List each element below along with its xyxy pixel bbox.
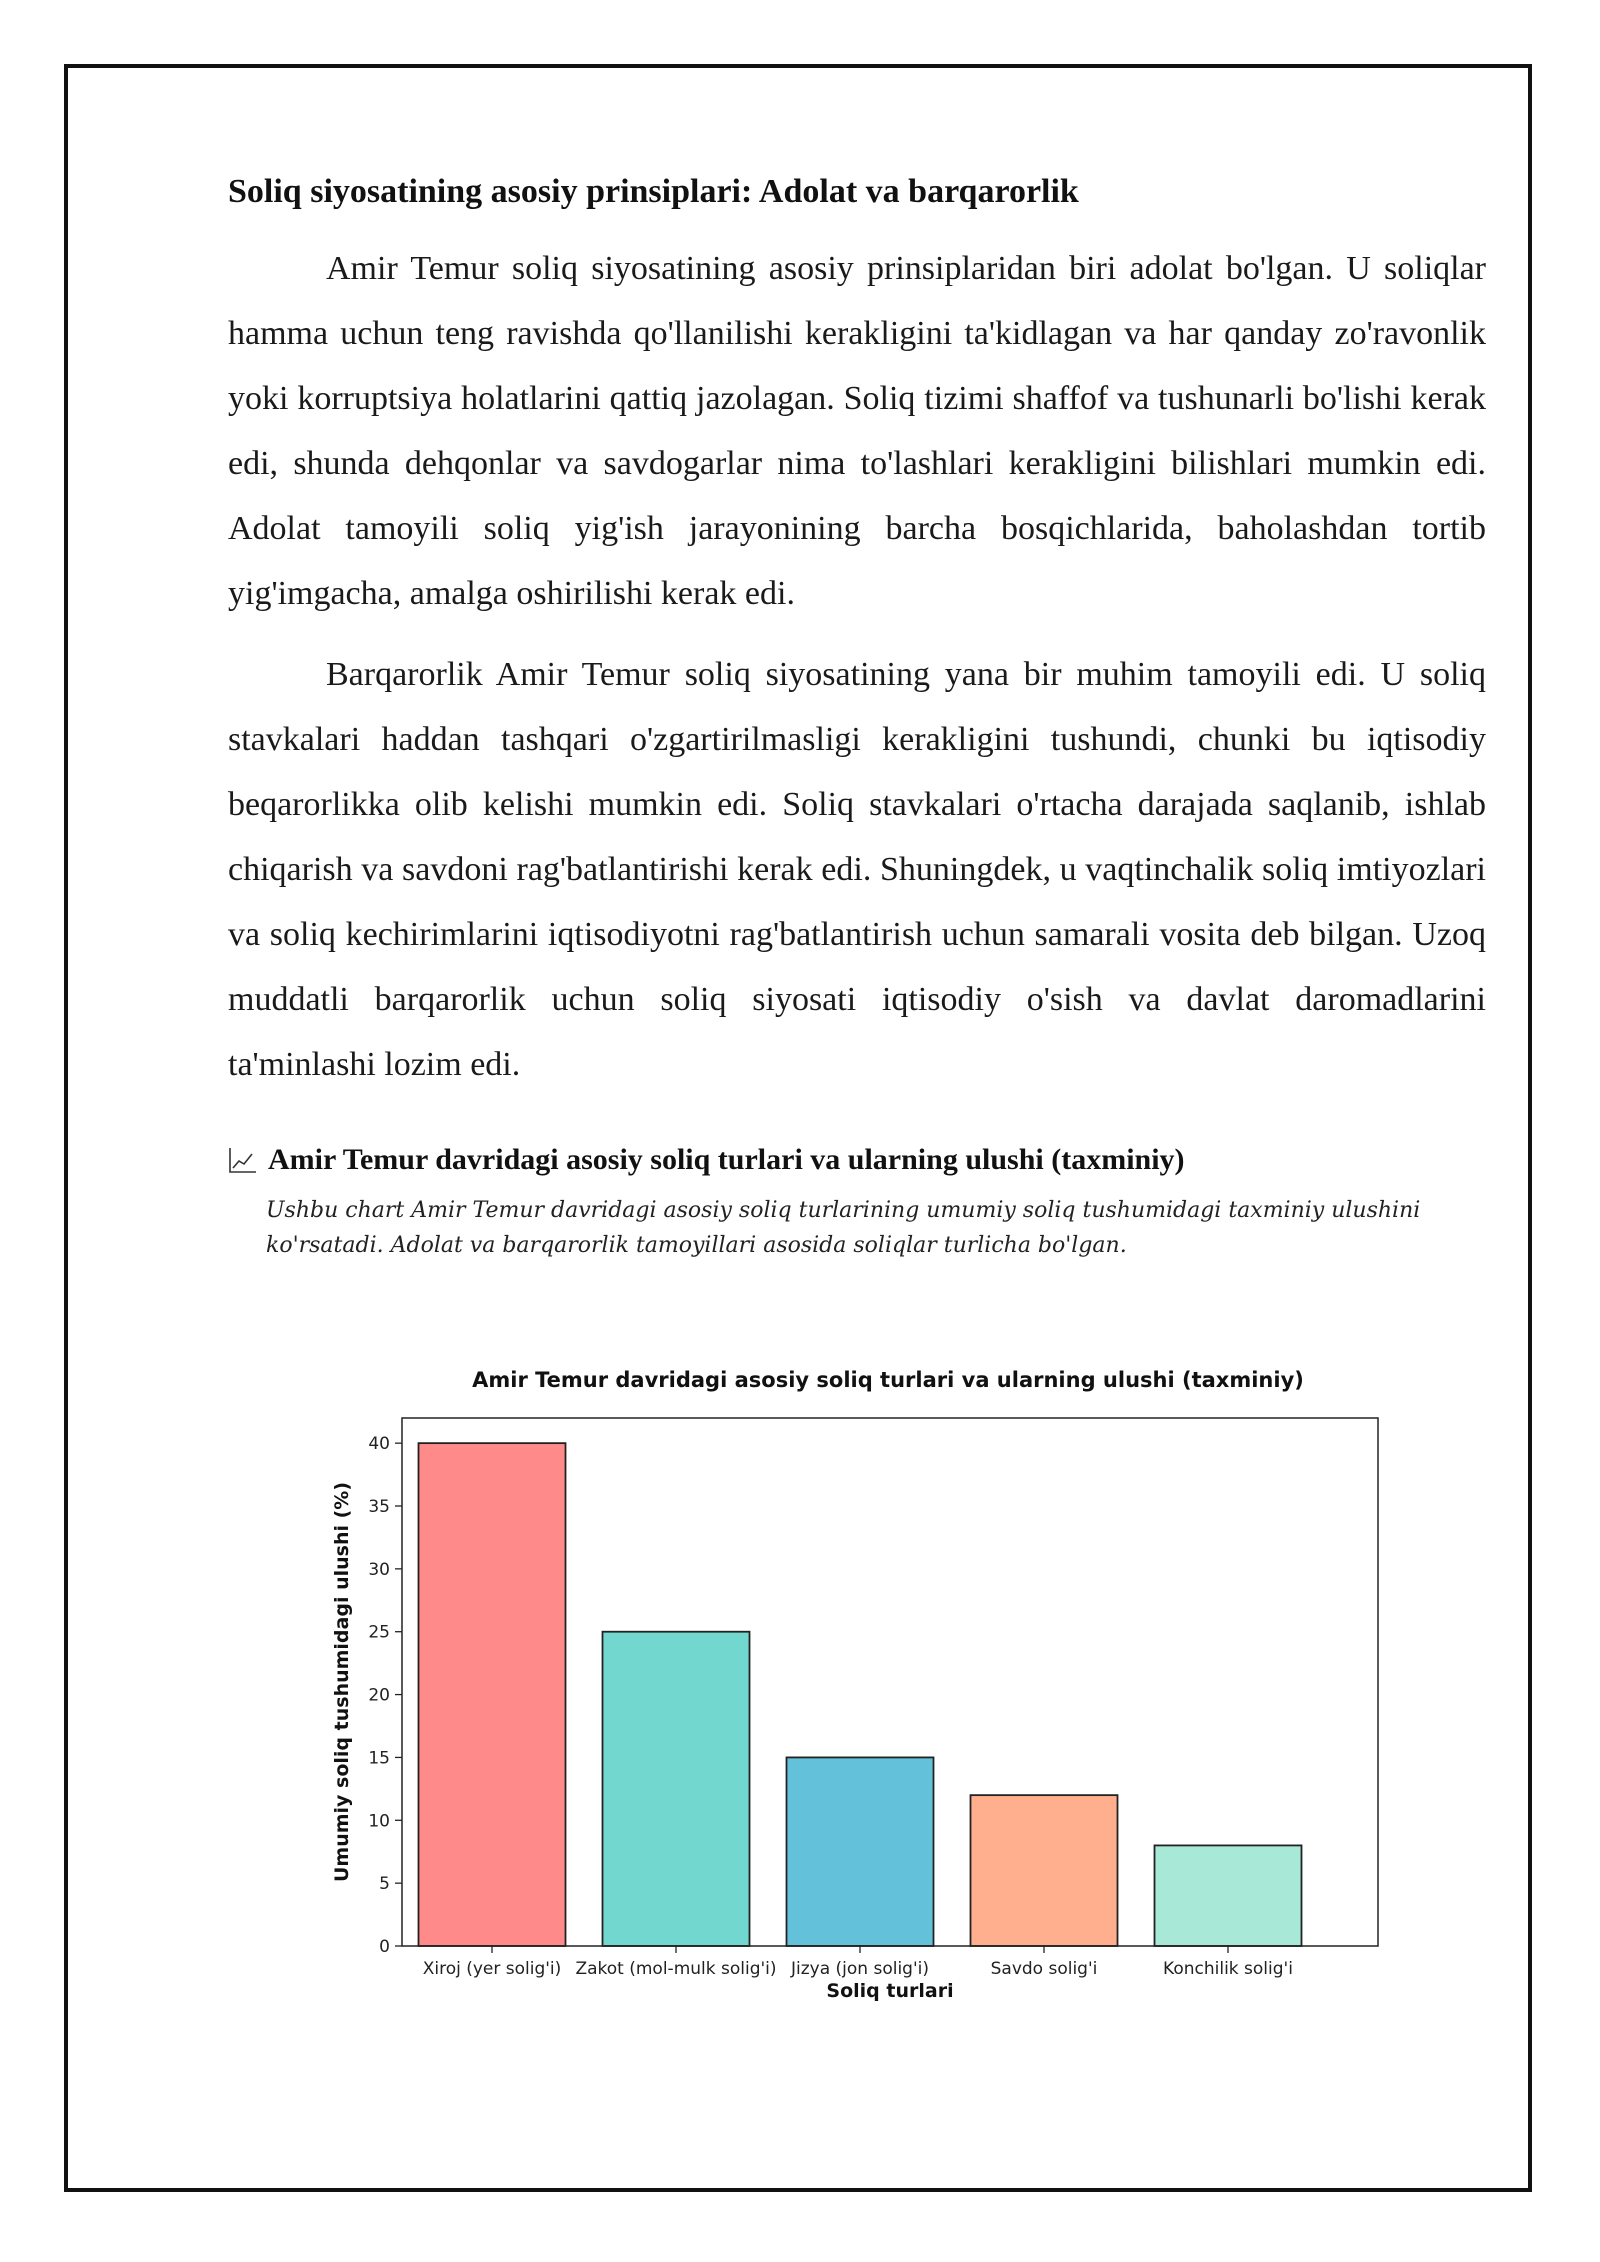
bar <box>1155 1845 1302 1946</box>
y-tick-label: 30 <box>368 1559 390 1580</box>
x-tick-label: Zakot (mol-mulk solig'i) <box>575 1959 777 1979</box>
y-tick-label: 10 <box>368 1811 390 1832</box>
y-tick-label: 40 <box>368 1434 390 1455</box>
y-axis-label: Umumiy soliq tushumidagi ulushi (%) <box>331 1481 353 1883</box>
chart-title: Amir Temur davridagi asosiy soliq turlari va ularning ulushi (taxminiy) <box>472 1368 1304 1392</box>
x-tick-label: Jizya (jon solig'i) <box>790 1959 930 1979</box>
bar <box>787 1757 934 1946</box>
paragraph-stability: Barqarorlik Amir Temur soliq siyosatining yana bir muhim tamoyili edi. U soliq stavkalari haddan tashqari o'zgartirilmasligi kerakligini tushundi, chunki bu iqtisodiy beqarorlikka olib kelishi mumkin edi. Soliq stavkalari o'rtacha darajada saqlanib, ishlab chiqarish va savdoni rag'batlantirishi kerak edi. Shuningdek, u vaqtinchalik soliq imtiyozlari va soliq kechirimlarini iqtisodiyotni rag'batlantirish uchun samarali vosita deb bilgan. Uzoq muddatli barqarorlik uchun soliq siyosati iqtisodiy o'sish va davlat daromadlarini ta'minlashi lozim edi. <box>228 656 1486 1084</box>
bar <box>971 1795 1118 1946</box>
line-chart-icon <box>228 1146 258 1174</box>
x-tick-label: Savdo solig'i <box>990 1959 1098 1979</box>
figure-heading <box>228 1143 1486 1177</box>
figure-heading-text: Amir Temur davridagi asosiy soliq turlari va ularning ulushi (taxminiy) <box>268 1143 1185 1177</box>
y-tick-label: 5 <box>379 1874 390 1895</box>
paragraph-justice: Amir Temur soliq siyosatining asosiy prinsiplaridan biri adolat bo'lgan. U soliqlar hamma uchun teng ravishda qo'llanilishi kerakligini ta'kidlagan va har qanday zo'ravonlik yoki korruptsiya holatlarini qattiq jazolagan. Soliq tizimi shaffof va tushunarli bo'lishi kerak edi, shunda dehqonlar va savdogarlar nima to'lashlari kerakligini bilishlari mumkin edi. Adolat tamoyili soliq yig'ish jarayonining barcha bosqichlarida, baholashdan tortib yig'imgacha, amalga oshirilishi kerak edi. <box>228 250 1486 613</box>
x-tick-label: Xiroj (yer solig'i) <box>422 1959 562 1979</box>
bar-chart <box>300 1360 1420 2020</box>
y-tick-label: 35 <box>368 1497 390 1517</box>
bar <box>419 1443 566 1946</box>
section-heading: Soliq siyosatining asosiy prinsiplari: Adolat va barqarorlik <box>228 173 1079 210</box>
figure-description: Ushbu chart Amir Temur davridagi asosiy soliq turlarining umumiy soliq tushumidagi taxminiy ulushini ko'rsatadi. Adolat va barqarorlik tamoyillari asosida soliqlar turlicha bo'lgan. <box>266 1198 1421 1259</box>
y-tick-label: 15 <box>368 1748 390 1769</box>
x-tick-label: Konchilik solig'i <box>1163 1959 1293 1979</box>
document-content <box>228 170 1486 1263</box>
bar <box>603 1632 750 1946</box>
x-axis-label: Soliq turlari <box>826 1980 954 2002</box>
y-tick-label: 25 <box>368 1622 390 1643</box>
y-tick-label: 0 <box>379 1937 390 1957</box>
y-tick-label: 20 <box>368 1685 390 1706</box>
